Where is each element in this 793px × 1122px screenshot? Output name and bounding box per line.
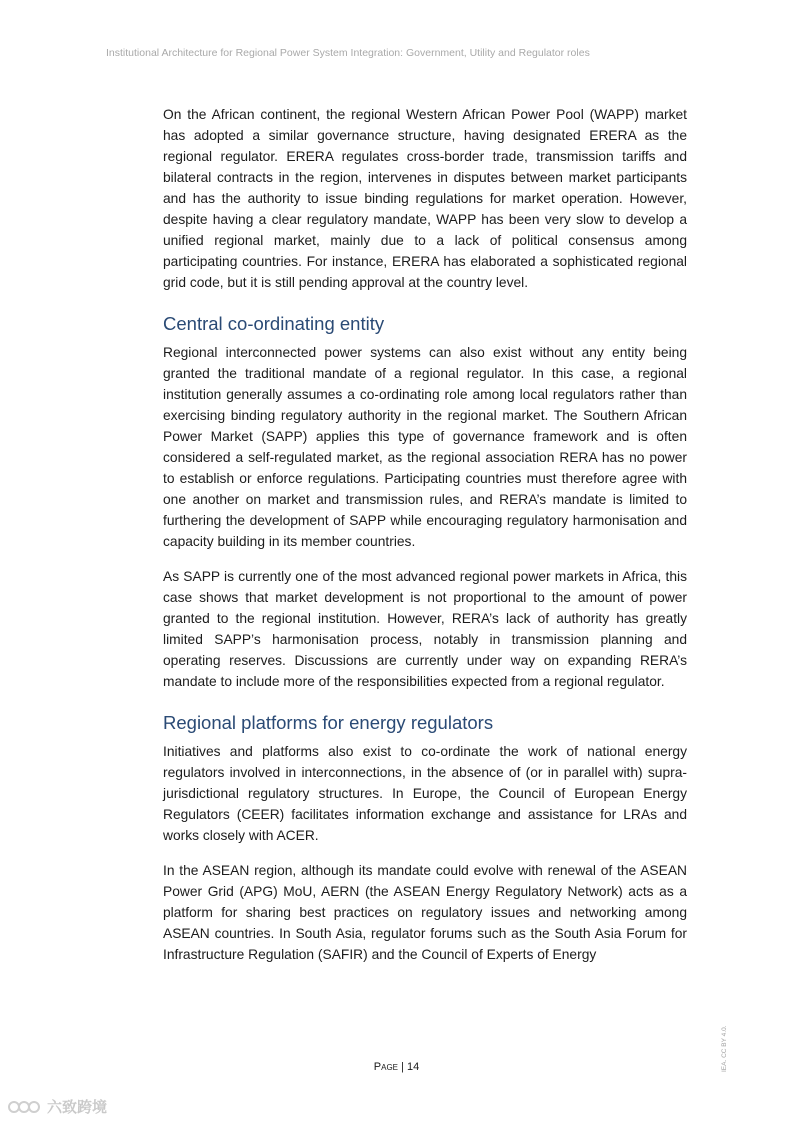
- page-number: 14: [406, 1061, 420, 1073]
- paragraph-asean: In the ASEAN region, although its mandate could evolve with renewal of the ASEAN Power Grid (APG) MoU, AERN (the ASEAN Energy Regulatory Network) acts as a platform for sharing best practices on regulatory issues and networking among ASEAN countries. In South Asia, regulator forums such as the South Asia Forum for Infrastructure Regulation (SAFIR) and the Council of Experts of Energy: [163, 863, 687, 962]
- page-content: [163, 104, 687, 965]
- heading-central-coordinating-entity: Central co-ordinating entity: [163, 313, 385, 334]
- watermark-logo-icon: [8, 1098, 42, 1116]
- page-separator: |: [398, 1061, 407, 1073]
- paragraph-ceer: Initiatives and platforms also exist to co-ordinate the work of national energy regulators involved in interconnections, in the absence of (or in parallel with) supra-jurisdictional regulatory structures. In Europe, the Council of European Energy Regulators (CEER) facilitates information exchange and assistance for LRAs and works closely with ACER.: [163, 744, 687, 843]
- watermark-text: 六致跨境: [47, 1099, 108, 1116]
- running-header: Institutional Architecture for Regional Power System Integration: Government, Utility and Regulator roles: [106, 47, 590, 59]
- paragraph-sapp-framework: Regional interconnected power systems can also exist without any entity being granted the traditional mandate of a regional regulator. In this case, a regional institution generally assumes a co-ordinating role among local regulators rather than exercising binding regulatory authority in the regional market. The Southern African Power Market (SAPP) applies this type of governance framework and is often considered a self-regulated market, as the regional association RERA has no power to establish or enforce regulations. Participating countries must therefore agree with one another on market and transmission rules, and RERA’s mandate is limited to furthering the development of SAPP while encouraging regulatory harmonisation and capacity building in its member countries.: [163, 345, 687, 549]
- paragraph-sapp-development: As SAPP is currently one of the most advanced regional power markets in Africa, this case shows that market development is not proportional to the amount of power granted to the regional institution. However, RERA’s lack of authority has greatly limited SAPP’s harmonisation process, notably in transmission planning and operating reserves. Discussions are currently under way on expanding RERA’s mandate to include more of the responsibilities expected from a regional regulator.: [163, 569, 687, 689]
- license-note: IEA. CC BY 4.0.: [721, 1025, 728, 1072]
- watermark: [8, 1096, 107, 1117]
- page-footer: [0, 1061, 793, 1073]
- heading-regional-platforms: Regional platforms for energy regulators: [163, 712, 494, 733]
- page-label: Page: [373, 1061, 398, 1073]
- paragraph-wapp: On the African continent, the regional Western African Power Pool (WAPP) market has adopted a similar governance structure, having designated ERERA as the regional regulator. ERERA regulates cross-border trade, transmission tariffs and bilateral contracts in the region, intervenes in disputes between market participants and has the authority to issue binding regulations for market operation. However, despite having a clear regulatory mandate, WAPP has been very slow to develop a unified regional market, mainly due to a lack of political consensus among participating countries. For instance, ERERA has elaborated a sophisticated regional grid code, but it is still pending approval at the country level.: [163, 107, 687, 290]
